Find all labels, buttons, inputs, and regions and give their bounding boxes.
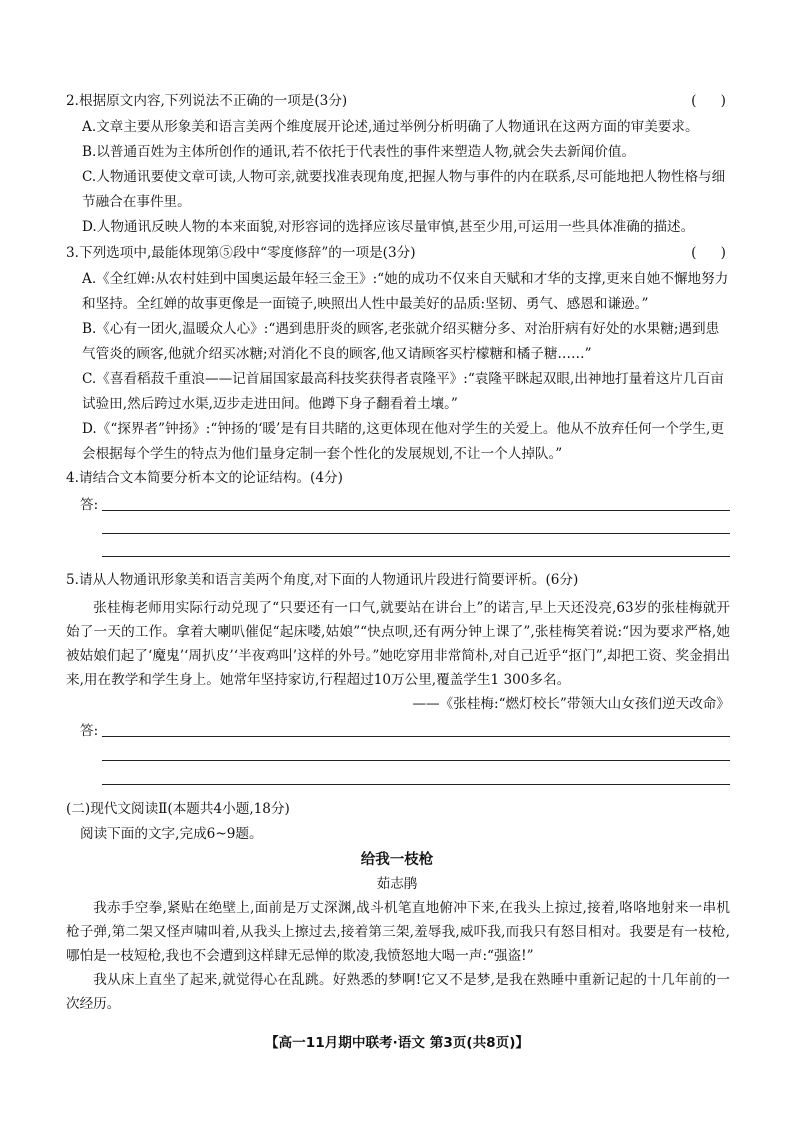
question-3	[66, 243, 736, 467]
excerpt-source: ——《张桂梅:“燃灯校长”带领大山女孩们逆天改命》	[412, 696, 730, 712]
answer-line	[102, 784, 730, 785]
option-3c: C.《喜看稻菽千重浪——记首届国家最高科技奖获得者袁隆平》:“袁隆平眯起双眼,出神地打量着这片几百亩试验田,然后跨过水渠,迈步走进田间。他蹲下身子翻看着土壤。”	[82, 371, 724, 412]
answer-line	[102, 533, 730, 534]
answer-label: 答:	[80, 723, 99, 739]
story-title: 给我一枝枪	[360, 851, 434, 868]
option-3b: B.《心有一团火,温暖众人心》:“遇到患肝炎的顾客,老张就介绍买糖分多、对治肝病有好处的水果糖;遇到患气管炎的顾客,他就介绍买冰糖;对消化不良的顾客,他又请顾客买柠檬糖和橘子糖……”	[82, 321, 720, 362]
answer-line	[102, 510, 730, 511]
question-5	[66, 570, 730, 590]
answer-line	[102, 760, 730, 761]
story-paragraph: 我从床上直坐了起来,就觉得心在乱跳。好熟悉的梦啊!它又不是梦,是我在熟睡中重新记起的十几年前的一次经历。	[66, 972, 730, 1012]
answer-paren: ( )	[691, 245, 736, 261]
question-3-text: 3.下列选项中,最能体现第⑤段中“零度修辞”的一项是(3分)	[66, 245, 416, 261]
page-footer: 【高一11月期中联考·语文 第3页(共8页)】	[264, 1035, 530, 1051]
answer-area-5[interactable]	[80, 719, 730, 789]
story-paragraph: 我赤手空拳,紧贴在绝壁上,面前是万丈深渊,战斗机笔直地俯冲下来,在我头上掠过,接着,咯咯地射来一串机枪子弹,第二架又怪声啸叫着,从我头上擦过去,接着第三架,羞辱我,威吓我,而我只有怒目相对。我要是有一枝枪,哪怕是一枝短枪,我也不会遭到这样肆无忌惮的欺凌,我愤怒地大喝一声:“强盗!”	[66, 900, 730, 964]
question-5-stem: 5.请从人物通讯形象美和语言美两个角度,对下面的人物通讯片段进行简要评析。(6分)	[66, 572, 579, 588]
answer-label: 答:	[80, 497, 99, 513]
question-2	[66, 91, 736, 240]
question-4-stem: 4.请结合文本简要分析本文的论证结构。(4分)	[66, 470, 343, 486]
excerpt-paragraph: 张桂梅老师用实际行动兑现了“只要还有一口气,就要站在讲台上”的诺言,早上天还没亮,63岁的张桂梅就开始了一天的工作。拿着大喇叭催促“起床喽,姑娘”“快点呗,还有两分钟上课了”,张桂梅笑着说:“因为要求严格,她被姑娘们起了‘魔鬼’‘周扒皮’‘半夜鸡叫’这样的外号。”她吃穿用非常简朴,对自己近乎“抠门”,却把工资、奖金捐出来,用在教学和学生身上。她常年坚持家访,行程超过10万公里,覆盖学生1 300多名。	[66, 600, 730, 688]
section-heading: (二)现代文阅读Ⅱ(本题共4小题,18分)	[66, 801, 290, 817]
option-2d: D.人物通讯反映人物的本来面貌,对形容词的选择应该尽量审慎,甚至少用,可运用一些具体准确的描述。	[82, 219, 695, 235]
option-2c: C.人物通讯要使文章可读,人物可亲,就要找准表现角度,把握人物与事件的内在联系,尽可能地把人物性格与细节融合在事件里。	[82, 169, 726, 210]
excerpt-zhang-guimei	[66, 596, 730, 692]
option-3a: A.《全红婵:从农村娃到中国奥运最年轻三金王》:“她的成功不仅来自天赋和才华的支撑,更来自她不懈地努力和坚持。全红婵的故事更像是一面镜子,映照出人性中最美好的品质:坚韧、勇气、感恩和谦逊。”	[82, 271, 729, 312]
question-3-stem	[66, 243, 736, 263]
option-3d: D.《“探界者”钟扬》:“钟扬的‘暖’是有目共睹的,这更体现在他对学生的关爱上。他从不放弃任何一个学生,更会根据每个学生的特点为他们量身定制一套个性化的发展规划,不让一个人掉队。”	[82, 421, 724, 462]
answer-paren: ( )	[691, 93, 736, 109]
option-2a: A.文章主要从形象美和语言美两个维度展开论述,通过举例分析明确了人物通讯在这两方面的审美要求。	[82, 119, 699, 135]
question-2-text: 2.根据原文内容,下列说法不正确的一项是(3分)	[66, 93, 348, 109]
option-2b: B.以普通百姓为主体所创作的通讯,若不依托于代表性的事件来塑造人物,就会失去新闻价值。	[82, 144, 636, 160]
answer-line	[102, 556, 730, 557]
question-4	[66, 468, 730, 488]
question-2-stem	[66, 91, 736, 111]
story-author: 茹志鹃	[376, 876, 418, 892]
story-body	[66, 896, 730, 1016]
section-instruction: 阅读下面的文字,完成6~9题。	[80, 826, 263, 842]
answer-area-4[interactable]	[80, 493, 730, 563]
answer-line	[102, 736, 730, 737]
